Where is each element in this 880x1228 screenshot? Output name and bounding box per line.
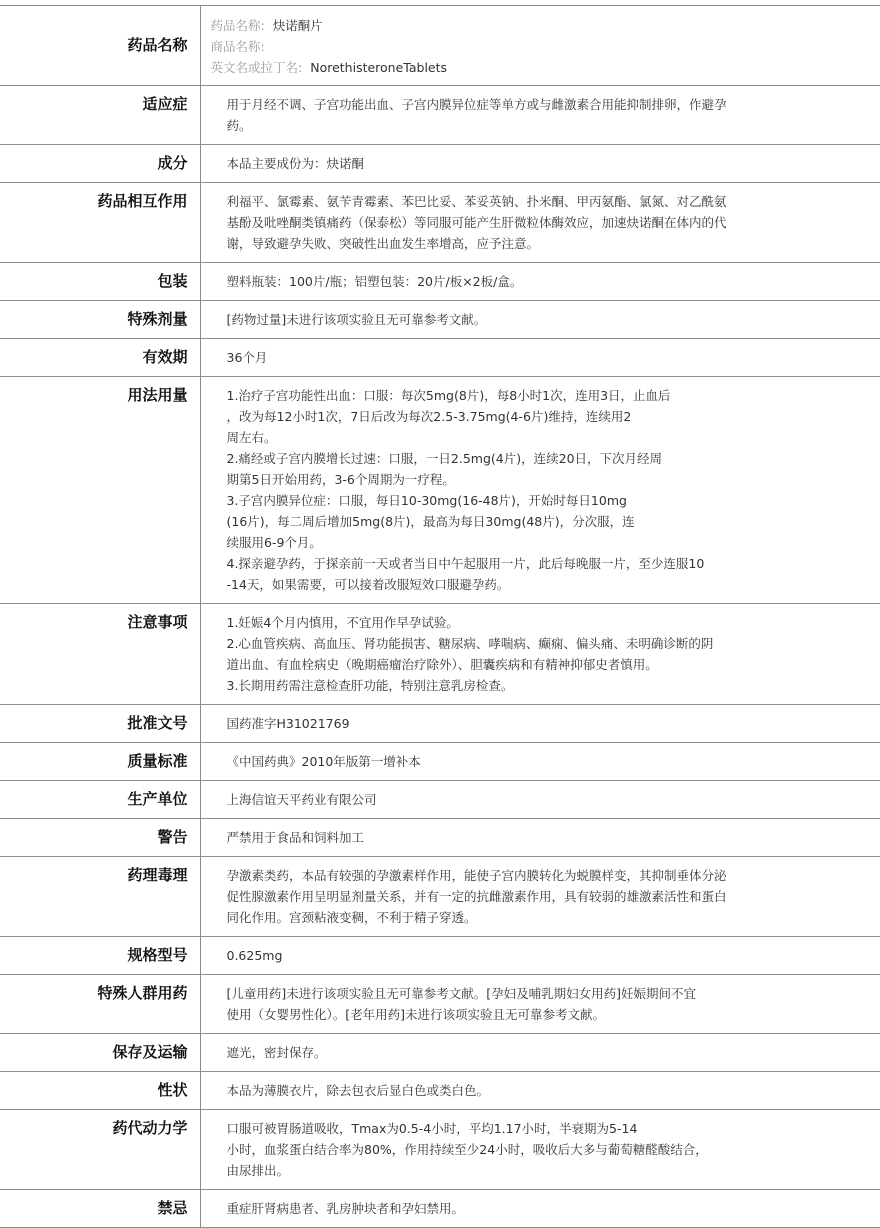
row-value-line: (16片)，每二周后增加5mg(8片)，最高为每日30mg(48片)，分次服，连	[226, 514, 635, 529]
row-label: 批准文号	[0, 705, 200, 743]
row-value	[200, 339, 880, 377]
row-label: 包装	[0, 263, 200, 301]
row-label: 禁忌	[0, 1190, 200, 1228]
row-label: 生产单位	[0, 781, 200, 819]
row-value-line: 2.痛经或子宫内膜增长过速：口服，一日2.5mg(4片)，连续20日，下次月经周	[226, 451, 663, 466]
spec-row	[0, 301, 880, 339]
row-value-line: 口服可被胃肠道吸收，Tmax为0.5-4小时，平均1.17小时，半衰期为5-14	[226, 1121, 638, 1136]
trade-name-line	[211, 36, 791, 57]
english-name-label: 英文名或拉丁名:	[210, 60, 303, 75]
spec-row	[0, 86, 880, 145]
row-label: 特殊人群用药	[0, 975, 200, 1034]
row-value-line: 重症肝肾病患者、乳房肿块者和孕妇禁用。	[226, 1201, 465, 1216]
row-value-line: 遮光，密封保存。	[226, 1045, 327, 1060]
row-value	[200, 377, 880, 604]
row-label: 警告	[0, 819, 200, 857]
spec-row	[0, 604, 880, 705]
row-value-line: 国药准字H31021769	[226, 716, 350, 731]
spec-row	[0, 1110, 880, 1190]
spec-row	[0, 1072, 880, 1110]
row-label: 特殊剂量	[0, 301, 200, 339]
row-value-line: 续服用6-9个月。	[226, 535, 322, 550]
row-label: 适应症	[0, 86, 200, 145]
row-value-line: 严禁用于食品和饲料加工	[226, 830, 365, 845]
spec-row	[0, 743, 880, 781]
row-value	[200, 183, 880, 263]
row-value	[200, 781, 880, 819]
row-label: 药品名称	[0, 6, 200, 86]
spec-row	[0, 975, 880, 1034]
row-value-line: 基酚及吡唑酮类镇痛药（保泰松）等同服可能产生肝微粒体酶效应，加速炔诺酮在体内的代	[226, 215, 727, 230]
row-value-line: 本品主要成份为：炔诺酮	[226, 156, 365, 171]
drug-spec-table	[0, 5, 880, 1228]
spec-row	[0, 263, 880, 301]
row-value	[200, 1034, 880, 1072]
row-label: 质量标准	[0, 743, 200, 781]
row-value-line: 小时，血浆蛋白结合率为80%，作用持续至少24小时，吸收后大多与葡萄糖醛酸结合，	[226, 1142, 708, 1157]
row-value-line: 同化作用。宫颈粘液变稠，不利于精子穿透。	[226, 910, 477, 925]
row-value	[200, 819, 880, 857]
row-value-line: 0.625mg	[226, 948, 283, 963]
row-value-line: 上海信谊天平药业有限公司	[226, 792, 377, 807]
spec-row	[0, 339, 880, 377]
row-value-line: 本品为薄膜衣片，除去包衣后显白色或类白色。	[226, 1083, 490, 1098]
row-value	[200, 857, 880, 937]
row-value-line: [药物过量]未进行该项实验且无可靠参考文献。	[226, 312, 487, 327]
trade-name-label: 商品名称:	[210, 39, 265, 54]
row-value	[200, 263, 880, 301]
row-label: 有效期	[0, 339, 200, 377]
generic-name-value: 炔诺酮片	[272, 18, 323, 33]
row-value-line: 药。	[226, 118, 252, 133]
row-value-line: 由尿排出。	[226, 1163, 290, 1178]
row-value-line: -14天，如果需要，可以接着改服短效口服避孕药。	[226, 577, 510, 592]
row-label: 保存及运输	[0, 1034, 200, 1072]
row-value-line: 2.心血管疾病、高血压、肾功能损害、糖尿病、哮喘病、癫痫、偏头痛、未明确诊断的阴	[226, 636, 714, 651]
row-value-line: 塑料瓶装：100片/瓶；铝塑包装：20片/板×2板/盒。	[226, 274, 523, 289]
row-label: 药代动力学	[0, 1110, 200, 1190]
generic-name-line	[211, 15, 791, 36]
generic-name-label: 药品名称:	[210, 18, 265, 33]
spec-row	[0, 937, 880, 975]
drug-name-cell	[200, 6, 880, 86]
row-value-line: 36个月	[226, 350, 268, 365]
row-value	[200, 705, 880, 743]
spec-row	[0, 145, 880, 183]
row-value-line: 3.子宫内膜异位症：口服，每日10-30mg(16-48片)，开始时每日10mg	[226, 493, 627, 508]
row-value	[200, 604, 880, 705]
row-label: 成分	[0, 145, 200, 183]
row-label: 规格型号	[0, 937, 200, 975]
spec-row	[0, 819, 880, 857]
row-value-line: 促性腺激素作用呈明显剂量关系，并有一定的抗雌激素作用，具有较弱的雄激素活性和蛋白	[226, 889, 727, 904]
row-value	[200, 301, 880, 339]
english-name-value: NorethisteroneTablets	[310, 60, 448, 75]
row-value	[200, 937, 880, 975]
row-value-line: 3.长期用药需注意检查肝功能，特别注意乳房检查。	[226, 678, 514, 693]
row-label: 注意事项	[0, 604, 200, 705]
spec-table-body	[0, 6, 880, 1228]
row-value	[200, 1190, 880, 1228]
english-name-line	[211, 57, 791, 78]
row-label: 药理毒理	[0, 857, 200, 937]
row-value-line: 道出血、有血栓病史（晚期癌瘤治疗除外）、胆囊疾病和有精神抑郁史者慎用。	[226, 657, 658, 672]
spec-row	[0, 1034, 880, 1072]
row-value	[200, 1110, 880, 1190]
row-value	[200, 145, 880, 183]
row-value-line: 周左右。	[226, 430, 277, 445]
row-value-line: 使用（女婴男性化）。[老年用药]未进行该项实验且无可靠参考文献。	[226, 1007, 606, 1022]
spec-row-drug-name	[0, 6, 880, 86]
row-value	[200, 743, 880, 781]
row-value-line: 4.探亲避孕药，于探亲前一天或者当日中午起服用一片，此后每晚服一片，至少连服10	[226, 556, 705, 571]
spec-row	[0, 781, 880, 819]
row-value-line: 1.妊娠4个月内慎用，不宜用作早孕试验。	[226, 615, 459, 630]
row-value-line: 利福平、氯霉素、氨苄青霉素、苯巴比妥、苯妥英钠、扑米酮、甲丙氨酯、氯氮、对乙酰氨	[226, 194, 727, 209]
row-value	[200, 1072, 880, 1110]
spec-row	[0, 377, 880, 604]
row-value	[200, 86, 880, 145]
row-label: 用法用量	[0, 377, 200, 604]
spec-row	[0, 183, 880, 263]
row-value-line: 孕激素类药，本品有较强的孕激素样作用，能使子宫内膜转化为蜕膜样变，其抑制垂体分泌	[226, 868, 727, 883]
row-value-line: 谢，导致避孕失败、突破性出血发生率增高，应予注意。	[226, 236, 540, 251]
row-label: 性状	[0, 1072, 200, 1110]
row-value-line: 《中国药典》2010年版第一增补本	[226, 754, 421, 769]
spec-row	[0, 705, 880, 743]
row-value-line: 期第5日开始用药，3-6个周期为一疗程。	[226, 472, 455, 487]
row-value-line: [儿童用药]未进行该项实验且无可靠参考文献。[孕妇及哺乳期妇女用药]妊娠期间不宜	[226, 986, 697, 1001]
row-value	[200, 975, 880, 1034]
spec-row	[0, 1190, 880, 1228]
row-value-line: ，改为每12小时1次，7日后改为每次2.5-3.75mg(4-6片)维持，连续用2	[226, 409, 632, 424]
spec-row	[0, 857, 880, 937]
row-label: 药品相互作用	[0, 183, 200, 263]
row-value-line: 用于月经不调、子宫功能出血、子宫内膜异位症等单方或与雌激素合用能抑制排卵，作避孕	[226, 97, 727, 112]
row-value-line: 1.治疗子宫功能性出血：口服：每次5mg(8片)，每8小时1次，连用3日，止血后	[226, 388, 671, 403]
